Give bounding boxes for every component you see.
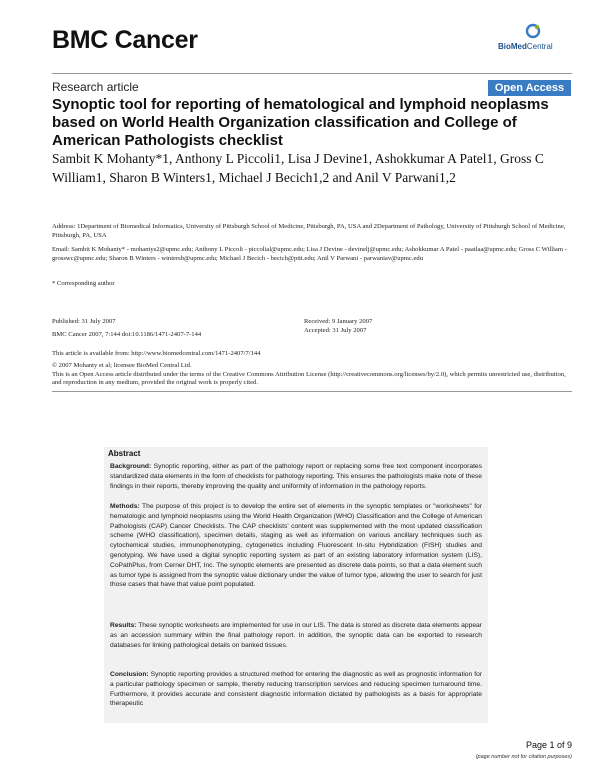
- author-list: Sambit K Mohanty*1, Anthony L Piccoli1, Lisa J Devine1, Ashokkumar A Patel1, Gross C William1, Sharon B Winters1, Michael J Becich1,2 and Anil V Parwani1,2: [52, 151, 544, 185]
- article-title: Synoptic tool for reporting of hematological and lymphoid neoplasms based on World Health Organization classification and College of American Pathologists checklist: [52, 96, 549, 149]
- open-access-badge: Open Access: [488, 80, 571, 96]
- logo-text: BioMedCentral: [498, 42, 553, 51]
- copyright-block: [52, 362, 572, 388]
- abstract-background: Background: Synoptic reporting, either as part of the pathology report or replacing some free text component incorporates standardized data elements in the form of checklists for pathology reporting. This ensures the pathologists make note of these findings in their reports, thereby improving the quality and uniformity of information in the pathology reports.: [110, 463, 482, 490]
- abstract-conclusion: Conclusion: Synoptic reporting provides a structured method for entering the diagnostic as well as prognostic information for a particular pathology specimen or sample, thereby reducing transcription services and reducing specimen turnaround time. Furthermore, it provides accurate and consistent diagnostic information dictated by pathologists as a basis for appropriate therapeutic: [110, 671, 483, 708]
- abstract-heading: Abstract: [108, 449, 141, 458]
- received-date: Received: 9 January 2007: [304, 318, 373, 325]
- journal-title: BMC Cancer: [52, 26, 198, 54]
- published-date: Published: 31 July 2007: [52, 318, 116, 325]
- section-divider: [52, 391, 572, 392]
- biomed-central-logo: [498, 22, 570, 56]
- author-address: Address: 1Department of Biomedical Informatics, University of Pittsburgh School of Medicine, Pittsburgh, PA, USA and 2Department of Pathology, University of Pittsburgh School of Medicine, Pittsburgh, PA, USA: [52, 223, 566, 239]
- citation: BMC Cancer 2007, 7:144 doi:10.1186/1471-2407-7-144: [52, 330, 202, 338]
- publication-info: [52, 318, 312, 339]
- corresponding-author-note: * Corresponding author: [52, 280, 115, 287]
- author-emails: Email: Sambit K Mohanty* - mohantys2@upmc.edu; Anthony L Piccoli - piccolial@upmc.edu; Lisa J Devine - devinelj@upmc.edu; Ashokkumar A Patel - paatlaa@upmc.edu; Gross C William - grosswc@upmc.edu; Sharon B Winters - wintersb@upmc.edu; Michael J Becich - becich@pitt.edu; Anil V Parwani - parwaniav@upmc.edu: [52, 246, 567, 262]
- review-dates: [304, 318, 564, 335]
- page-number: Page 1 of 9: [525, 740, 572, 750]
- page-number-note: (page number not for citation purposes): [475, 754, 572, 760]
- license-text: This is an Open Access article distributed under the terms of the Creative Commons Attribution License (http://creativecommons.org/licenses/by/2.0), which permits unrestricted use, distribution, and reproduction in any medium, provided the original work is properly cited.: [52, 370, 566, 387]
- header-divider: [52, 73, 572, 74]
- article-type: Research article: [52, 80, 139, 94]
- article-url[interactable]: This article is available from: http://www.biomedcentral.com/1471-2407/7/144: [52, 350, 261, 357]
- abstract-results: Results: These synoptic worksheets are implemented for use in our LIS. The data is stored as discrete data elements appear as an accession summary within the final pathology report. In addition, the synoptic data can be exported to research databases for linking pathological details on banked tissues.: [110, 622, 482, 649]
- biomed-central-logo-icon: [520, 22, 546, 42]
- abstract-methods: Methods: The purpose of this project is to develop the entire set of elements in the synoptic templates or "worksheets" for hematologic and lymphoid neoplasms using the World Health Organization (WHO) Classification and the College of American Pathologists (CAP) Cancer Checklists. The CAP checklists' content was supplemented with the most updated classification scheme (WHO classification), specimen details, staging as well as information on various ancillary techniques such as cytochemical studies, immunophenotyping, cytogenetics including Fluorescent In-situ Hybridization (FISH) studies and genotyping. We have used a digital synoptic reporting system as part of an existing laboratory information system (LIS), CoPathPlus, from Cerner DHT, Inc. The synoptic elements are presented as discrete data points, so that a data element such as tumor type is assigned from the synoptic value dictionary under the value of tumor type, allowing the user to search for just those cases that have that value point populated.: [110, 503, 482, 589]
- accepted-date: Accepted: 31 July 2007: [304, 326, 367, 334]
- copyright-line: © 2007 Mohanty et al; licensee BioMed Central Ltd.: [52, 362, 192, 369]
